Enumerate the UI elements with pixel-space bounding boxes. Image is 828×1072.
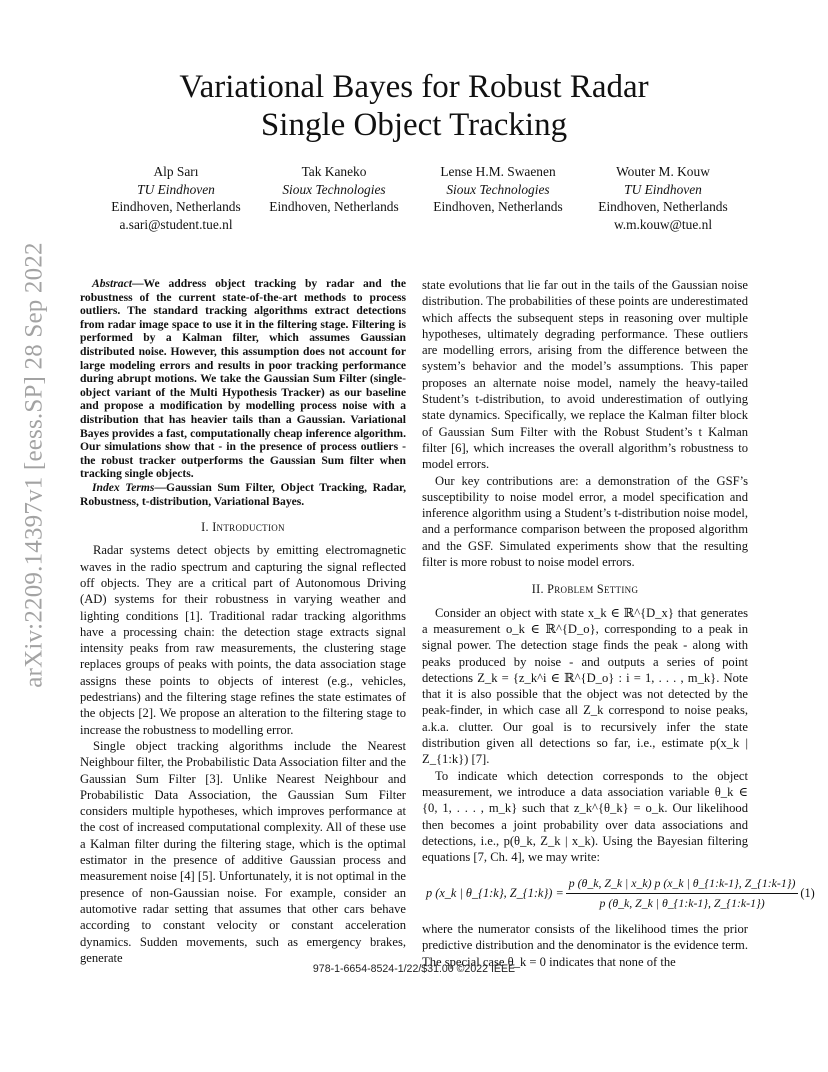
copyright-footer: 978-1-6654-8524-1/22/$31.00 ©2022 IEEE <box>312 963 516 975</box>
intro-paragraph-2: Single object tracking algorithms include the Nearest Neighbour filter, the Probabilistic Data Association filter and the Gaussian Sum Filter [3]. Unlike Nearest Neighbour and Probabilistic Data Association, the Gaussian Sum Filter considers multiple hypotheses, which improves performance at the cost of increased computational complexity. All of these use a Kalman filter during the filtering stage, which is the optimal estimator in the presence of additive Gaussian process and measurement noise [4] [5]. Unfortunately, it is not optimal in the presence of non-Gaussian noise. For example, consider an automotive radar setting that assumes that other cars behave according to constant velocity or constant acceleration dynamics. Sudden movements, such as emergency brakes, generate <box>80 738 406 965</box>
right-column <box>422 277 815 970</box>
section-heading-introduction: I. Introduction <box>201 520 285 535</box>
problem-paragraph-2: To indicate which detection corresponds to the object measurement, we introduce a data association variable θ_k ∈ {0, 1, . . . , m_k} such that z_k^{θ_k} = o_k. Our likelihood then becomes a joint probability over data associations and detections, i.e., p(θ_k, Z_k | x_k). Using the Bayesian filtering equations [7, Ch. 4], we may write: <box>422 768 748 865</box>
intro-paragraph-3: state evolutions that lie far out in the tails of the Gaussian noise distribution. The probabilities of these points are underestimated which affects the subsequent steps in reasoning over multiple hypotheses, ultimately degrading performance. These outliers are modelling errors, arising from the difference between the system’s behavior and the model’s assumptions. This paper proposes an alternate noise model, namely the heavy-tailed Student’s t-distribution, to avoid underestimation of outlying state dynamics. Specifically, we replace the Kalman filter block of Gaussian Sum Filter with the Robust Student’s t Kalman filter [6], which increases the overall algorithm’s robustness to model errors. <box>422 278 748 472</box>
author-name: Alp Sarı <box>153 164 199 179</box>
index-terms-lead: Index Terms <box>92 480 155 494</box>
author-name: Wouter M. Kouw <box>616 164 710 179</box>
arxiv-identifier: arXiv:2209.14397v1 [eess.SP] 28 Sep 2022 <box>21 242 49 688</box>
problem-paragraph-3: where the numerator consists of the likelihood times the prior predictive distribution and the denominator is the evidence term. The special case θ_k = 0 indicates that none of the <box>422 921 748 969</box>
equation-number: (1) <box>800 886 815 901</box>
section-heading-problem-setting: II. Problem Setting <box>531 582 639 597</box>
author-location: Eindhoven, Netherlands <box>433 199 563 214</box>
author-2 <box>249 163 419 216</box>
equation-denominator: p (θ_k, Z_k | θ_{1:k-1}, Z_{1:k-1}) <box>599 895 765 910</box>
abstract-lead: Abstract <box>92 277 132 290</box>
equation-fraction <box>566 875 799 911</box>
author-affiliation: TU Eindhoven <box>137 181 215 197</box>
paper-title <box>0 68 828 144</box>
equation-1 <box>426 875 815 911</box>
author-1 <box>91 163 261 233</box>
index-terms-text: —Gaussian Sum Filter, Object Tracking, Radar, Robustness, t-distribution, Variational Bayes. <box>80 480 406 508</box>
abstract-text: —We address object tracking by radar and the robustness of the current state-of-the-art methods to process outliers. The standard tracking algorithms extract detections from radar image space to use it in the filtering stage. Filtering is performed by a Kalman filter, which assumes Gaussian distributed noise. However, this assumption does not account for large modeling errors and results in poor tracking performance during abrupt motions. We take the Gaussian Sum Filter (single-object variant of the Multi Hypothesis Tracker) as our baseline and propose a modification by modelling process noise with a distribution that has heavier tails than a Gaussian. Variational Bayes provides a fast, computationally cheap inference algorithm. Our simulations show that - in the presence of process outliers - the robust tracker outperforms the Gaussian Sum filter when tracking single objects. <box>80 277 406 481</box>
author-affiliation: Sioux Technologies <box>282 181 386 197</box>
author-name: Lense H.M. Swaenen <box>440 164 556 179</box>
author-location: Eindhoven, Netherlands <box>269 199 399 214</box>
author-location: Eindhoven, Netherlands <box>111 199 241 214</box>
intro-paragraph-4: Our key contributions are: a demonstration of the GSF’s susceptibility to noise model error, a model specification and inference algorithm using a Student’s t-distribution noise model, and a performance comparison between the proposed algorithm and the GSF. Simulated experiments show that the resulting filter is more robust to noise model errors. <box>422 473 748 570</box>
equation-numerator: p (θ_k, Z_k | x_k) p (x_k | θ_{1:k-1}, Z_{1:k-1}) <box>566 875 799 893</box>
equation-lhs: p (x_k | θ_{1:k}, Z_{1:k}) = <box>426 886 564 901</box>
author-email: w.m.kouw@tue.nl <box>613 216 713 232</box>
author-3 <box>413 163 583 216</box>
title-line-1: Variational Bayes for Robust Radar <box>179 69 649 105</box>
author-4 <box>578 163 748 233</box>
author-email: a.sari@student.tue.nl <box>119 216 233 232</box>
title-line-2: Single Object Tracking <box>260 107 568 143</box>
author-location: Eindhoven, Netherlands <box>598 199 728 214</box>
author-name: Tak Kaneko <box>301 164 367 179</box>
index-terms <box>80 481 406 508</box>
abstract <box>80 277 406 481</box>
intro-paragraph-1: Radar systems detect objects by emitting electromagnetic waves in the radio spectrum and capturing the signal reflected off objects. They are a critical part of Autonomous Driving (AD) systems for their robustness in varying weather and lighting conditions [1]. Traditional radar tracking algorithms have a processing chain: the detection stage extracts signal intensity peaks from raw measurements, the clustering stage replaces groups of peaks with points, the data association stage assigns these points to objects of interest (e.g., vehicles, pedestrians) and the filtering stage refines the state estimates of the objects [2]. We propose an alteration to the filtering stage to increase the robustness to modelling error. <box>80 543 406 737</box>
author-affiliation: TU Eindhoven <box>624 181 702 197</box>
problem-paragraph-1: Consider an object with state x_k ∈ ℝ^{D_x} that generates a measurement o_k ∈ ℝ^{D_o}, corresponding to a peak in signal power. The detection stage finds the peak - along with peaks produced by noise - and outputs a series of point detections Z_k = {z_k^i ∈ ℝ^{D_o} : i = 1, . . . , m_k}. Note that it is also possible that the object was not detected by the peak-finder, in which case all Z_k correspond to noise peaks, a.k.a. clutter. Our goal is to recursively infer the state distribution given all detections so far, i.e., estimate p(x_k | Z_{1:k}) [7]. <box>422 605 748 767</box>
arxiv-stamp <box>12 242 58 688</box>
author-affiliation: Sioux Technologies <box>446 181 550 197</box>
left-column <box>80 277 406 966</box>
